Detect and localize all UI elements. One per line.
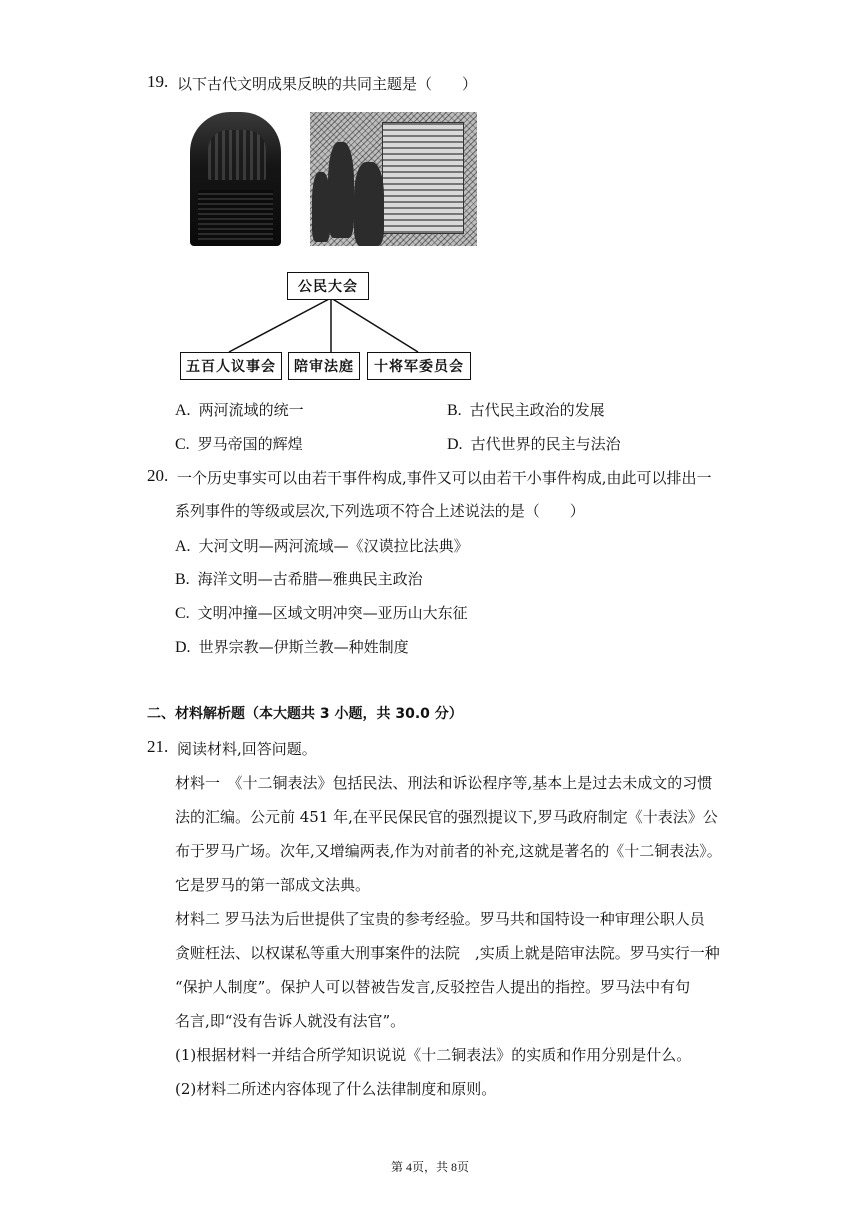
q20-option-b: B. 海洋文明—古希腊—雅典民主政治 [175, 570, 423, 588]
material1-line: 布于罗马广场。次年,又增编两表,作为对前者的补充,这就是著名的《十二铜表法》。 [175, 842, 722, 860]
q21-subquestion-1: (1)根据材料一并结合所学知识说说《十二铜表法》的实质和作用分别是什么。 [175, 1046, 692, 1064]
q19-stem: 以下古代文明成果反映的共同主题是（ ） [177, 75, 478, 93]
q19-number: 19. [147, 72, 169, 91]
page-footer: 第 4页，共 8页 [390, 1160, 469, 1174]
q20-stem-line1: 一个历史事实可以由若干事件构成,事件又可以由若干小事件构成,由此可以排出一 [177, 469, 712, 487]
material2-line: 贪赃枉法、以权谋私等重大刑事案件的法院 ,实质上就是陪审法院。罗马实行一种 [175, 944, 720, 962]
diagram-box-council-500: 五百人议事会 [180, 352, 282, 380]
material1-line: 它是罗马的第一部成文法典。 [175, 876, 371, 894]
diagram-box-ten-generals: 十将军委员会 [367, 352, 471, 380]
diagram-box-citizen-assembly: 公民大会 [287, 272, 369, 300]
q20-number: 20. [147, 466, 169, 485]
q20-option-c: C. 文明冲撞—区域文明冲突—亚历山大东征 [175, 604, 468, 622]
material1-line: 法的汇编。公元前 451 年,在平民保民官的强烈提议下,罗马政府制定《十表法》公 [175, 808, 718, 826]
diagram-box-jury-court: 陪审法庭 [288, 352, 360, 380]
q19-option-d: D. 古代世界的民主与法治 [447, 435, 621, 453]
material2-line: 名言,即“没有告诉人就没有法官”。 [175, 1012, 406, 1030]
q21-subquestion-2: (2)材料二所述内容体现了什么法律制度和原则。 [175, 1080, 497, 1098]
material2-line: 材料二 罗马法为后世提供了宝贵的参考经验。罗马共和国特设一种审理公职人员 [175, 910, 705, 928]
q20-stem-line2: 系列事件的等级或层次,下列选项不符合上述说法的是（ ） [175, 502, 585, 520]
section-2-title: 二、材料解析题（本大题共 3 小题，共 30.0 分） [147, 706, 463, 722]
q21-stem: 阅读材料,回答问题。 [177, 740, 317, 758]
q20-option-a: A. 大河文明—两河流域—《汉谟拉比法典》 [175, 537, 469, 555]
material2-line: “保护人制度”。保护人可以替被告发言,反驳控告人提出的指控。罗马法中有句 [175, 978, 691, 996]
q20-option-d: D. 世界宗教—伊斯兰教—种姓制度 [175, 638, 409, 656]
material1-line: 材料一 《十二铜表法》包括民法、刑法和诉讼程序等,基本上是过去未成文的习惯 [175, 774, 713, 792]
q19-option-c: C. 罗马帝国的辉煌 [175, 435, 303, 453]
q19-option-b: B. 古代民主政治的发展 [447, 401, 605, 419]
q19-option-a: A. 两河流域的统一 [175, 401, 304, 419]
q21-number: 21. [147, 737, 169, 756]
